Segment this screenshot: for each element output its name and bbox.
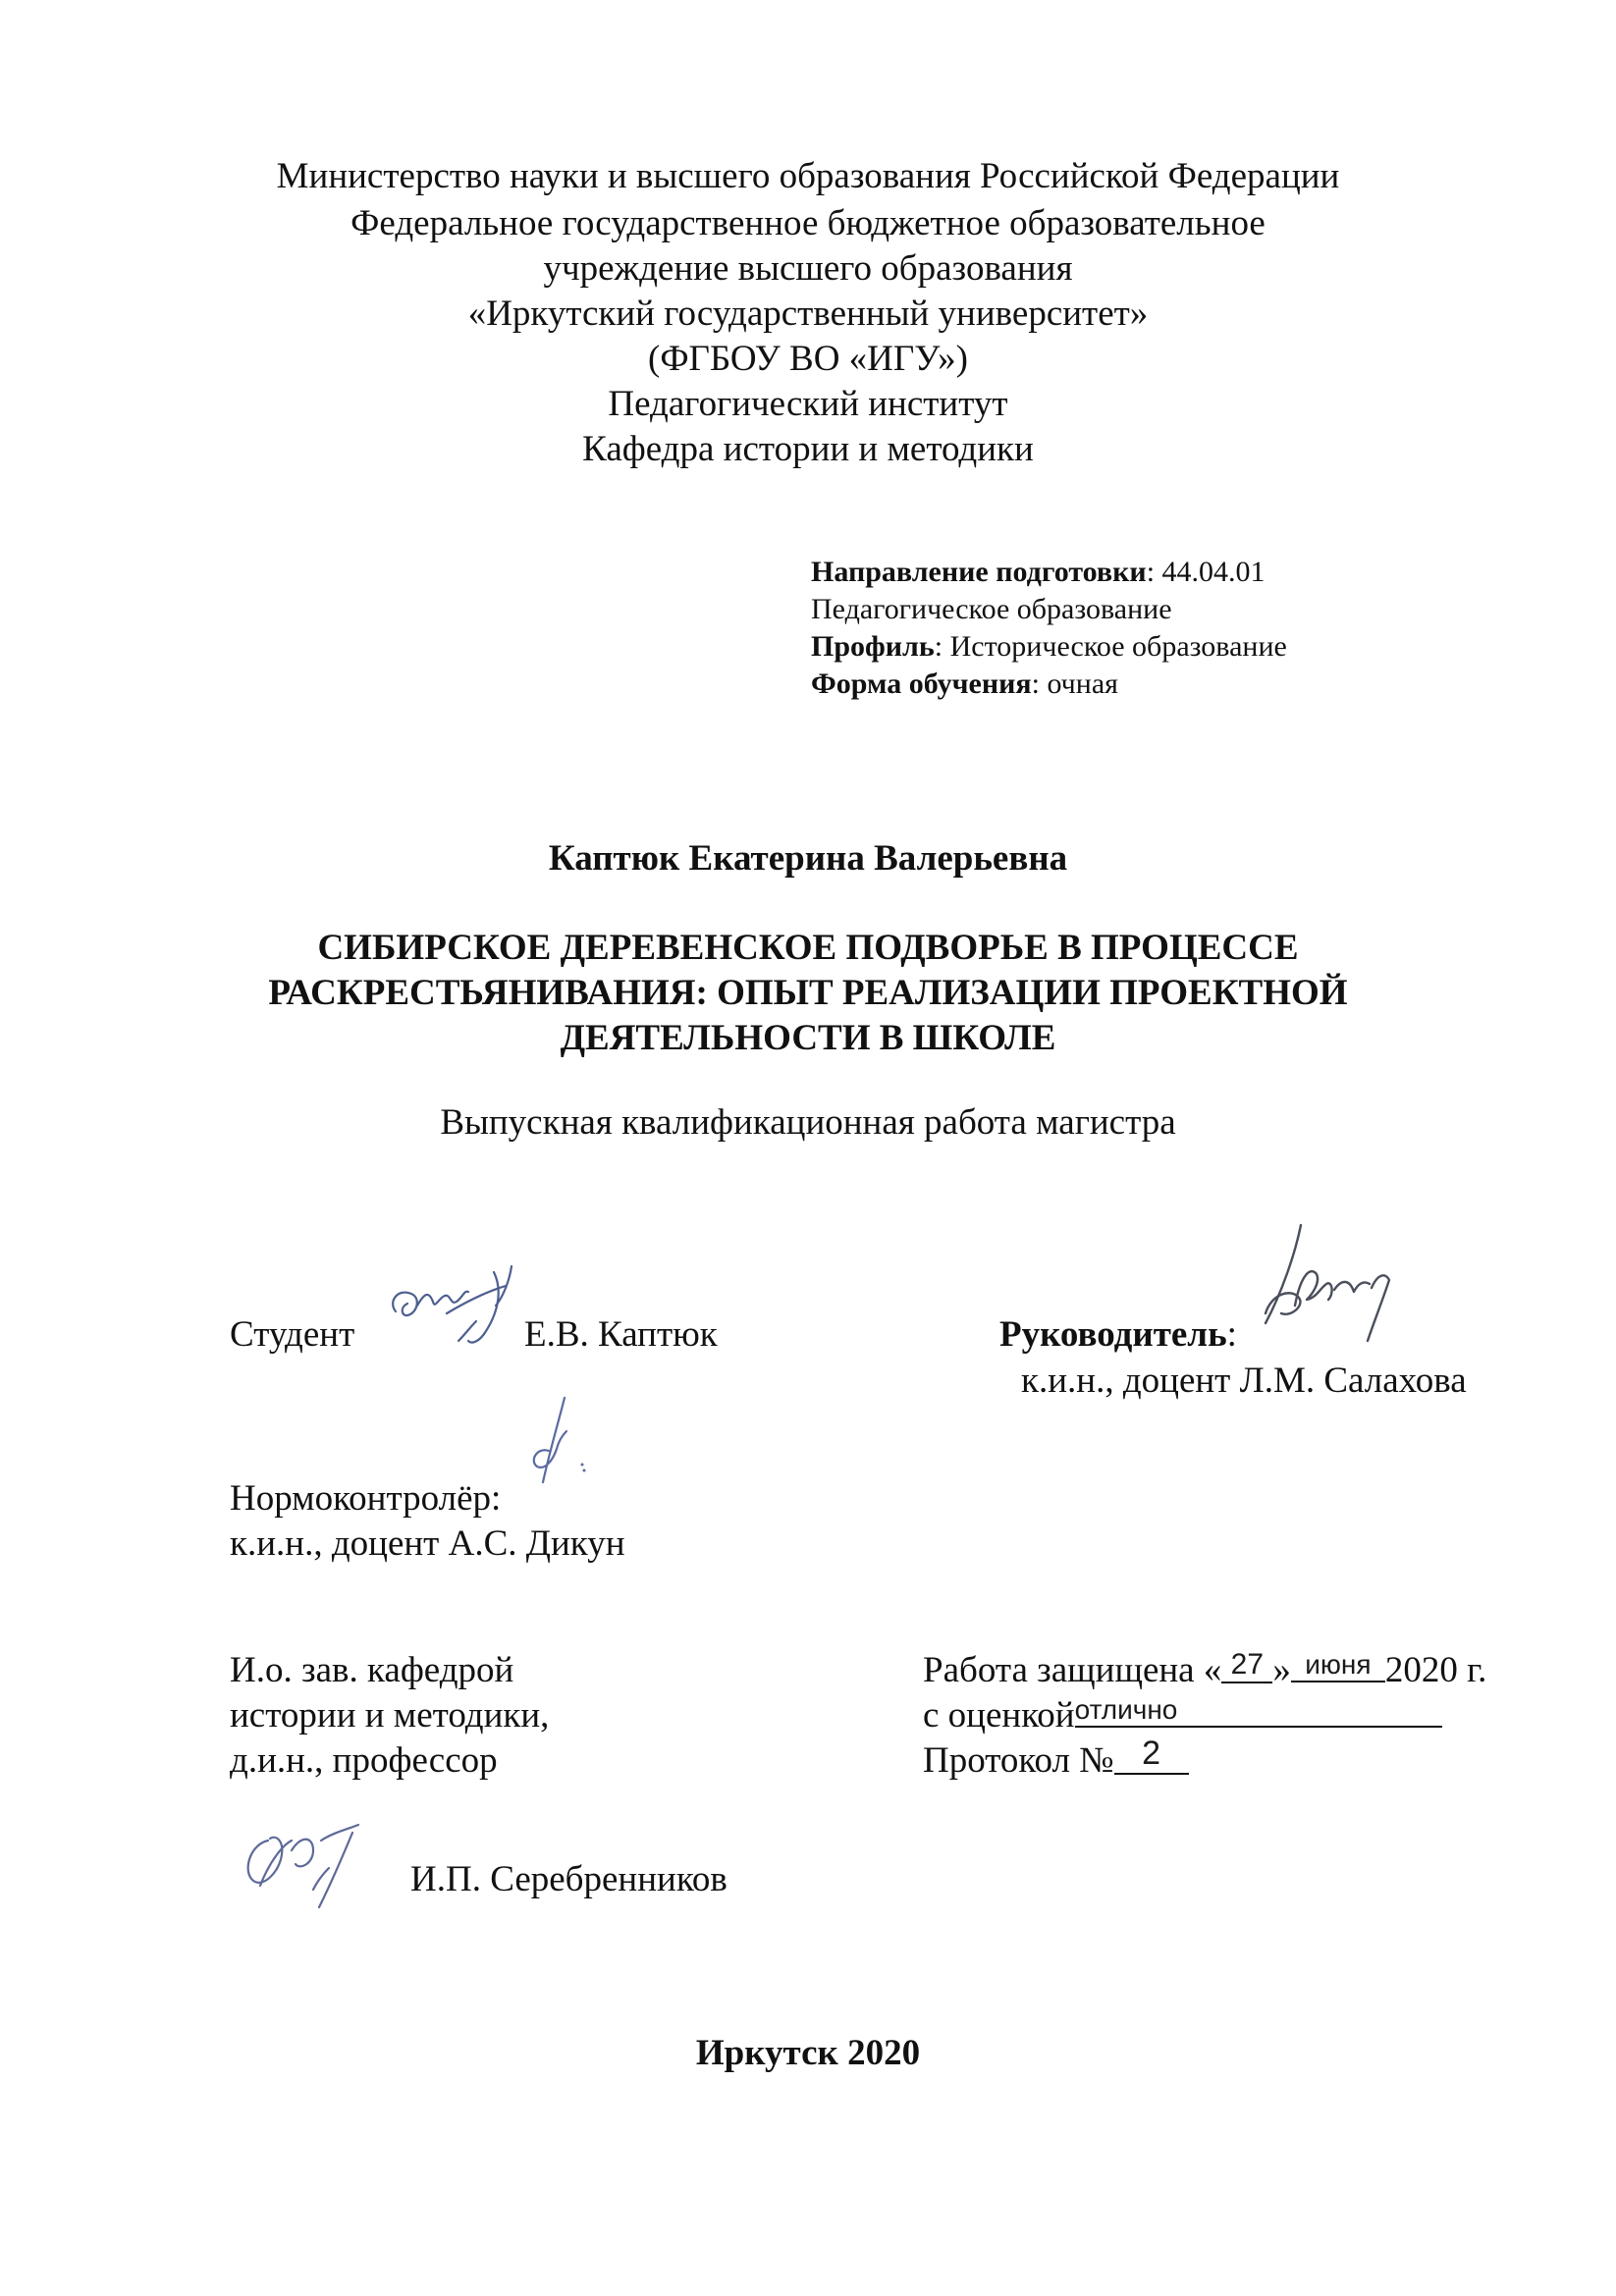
student-signature bbox=[378, 1262, 535, 1356]
direction-line bbox=[811, 556, 1266, 589]
thesis-title-line-2: РАСКРЕСТЬЯНИВАНИЯ: ОПЫТ РЕАЛИЗАЦИИ ПРОЕКТНОЙ bbox=[268, 973, 1348, 1013]
defense-day: 27 bbox=[1221, 1648, 1272, 1683]
supervisor-line bbox=[999, 1313, 1237, 1356]
student-label: Студент bbox=[230, 1314, 355, 1355]
direction-value-line-2: Педагогическое образование bbox=[811, 593, 1172, 625]
protocol-line bbox=[923, 1735, 1189, 1783]
university-name: «Иркутский государственный университет» bbox=[467, 294, 1149, 334]
form-line bbox=[811, 667, 1118, 701]
university-abbr: (ФГБОУ ВО «ИГУ») bbox=[648, 339, 968, 379]
protocol-label: Протокол № bbox=[923, 1740, 1114, 1781]
profile-line bbox=[811, 630, 1287, 664]
form-value: : очная bbox=[1031, 667, 1118, 700]
head-signature bbox=[231, 1811, 427, 1914]
form-label: Форма обучения bbox=[811, 667, 1032, 700]
head-title-line-2: истории и методики, bbox=[230, 1695, 550, 1735]
thesis-title-line-1: СИБИРСКОЕ ДЕРЕВЕНСКОЕ ПОДВОРЬЕ В ПРОЦЕССЕ bbox=[317, 928, 1299, 968]
defense-prefix: Работа защищена « bbox=[923, 1650, 1222, 1690]
author-name: Каптюк Екатерина Валерьевна bbox=[548, 838, 1068, 879]
student-name: Е.В. Каптюк bbox=[524, 1314, 718, 1355]
grade-value: отлично bbox=[1075, 1694, 1442, 1728]
work-type: Выпускная квалификационная работа магистра bbox=[440, 1102, 1176, 1143]
supervisor-colon: : bbox=[1226, 1314, 1237, 1355]
defense-grade-line bbox=[923, 1694, 1442, 1736]
profile-label: Профиль bbox=[811, 630, 935, 663]
head-name: И.П. Серебренников bbox=[410, 1859, 727, 1899]
defense-date-line bbox=[923, 1649, 1486, 1691]
direction-label: Направление подготовки bbox=[811, 556, 1147, 588]
normcontrol-label: Нормоконтролёр: bbox=[230, 1478, 502, 1519]
institution-line-1: Федеральное государственное бюджетное образовательное bbox=[350, 203, 1266, 243]
normcontrol-details: к.и.н., доцент А.С. Дикун bbox=[230, 1523, 625, 1564]
direction-value: : 44.04.01 bbox=[1146, 556, 1266, 588]
supervisor-label: Руководитель bbox=[999, 1314, 1227, 1355]
normcontrol-signature bbox=[515, 1392, 594, 1500]
defense-quote-close: » bbox=[1272, 1650, 1291, 1690]
profile-value: : Историческое образование bbox=[934, 630, 1287, 663]
institute-name: Педагогический институт bbox=[608, 384, 1008, 424]
grade-label: с оценкой bbox=[923, 1695, 1075, 1735]
ministry-line: Министерство науки и высшего образования Российской Федерации bbox=[276, 156, 1340, 196]
defense-month: июня bbox=[1291, 1649, 1385, 1682]
institution-line-2: учреждение высшего образования bbox=[543, 248, 1073, 289]
department-name: Кафедра истории и методики bbox=[582, 429, 1034, 469]
thesis-title-line-3: ДЕЯТЕЛЬНОСТИ В ШКОЛЕ bbox=[560, 1018, 1056, 1058]
supervisor-details: к.и.н., доцент Л.М. Салахова bbox=[1021, 1361, 1467, 1401]
supervisor-signature bbox=[1252, 1215, 1409, 1353]
head-title-line-1: И.о. зав. кафедрой bbox=[230, 1650, 514, 1690]
defense-year: 2020 г. bbox=[1384, 1650, 1487, 1690]
city-year: Иркутск 2020 bbox=[695, 2033, 921, 2073]
head-title-line-3: д.и.н., профессор bbox=[230, 1740, 498, 1781]
protocol-number: 2 bbox=[1114, 1735, 1189, 1775]
